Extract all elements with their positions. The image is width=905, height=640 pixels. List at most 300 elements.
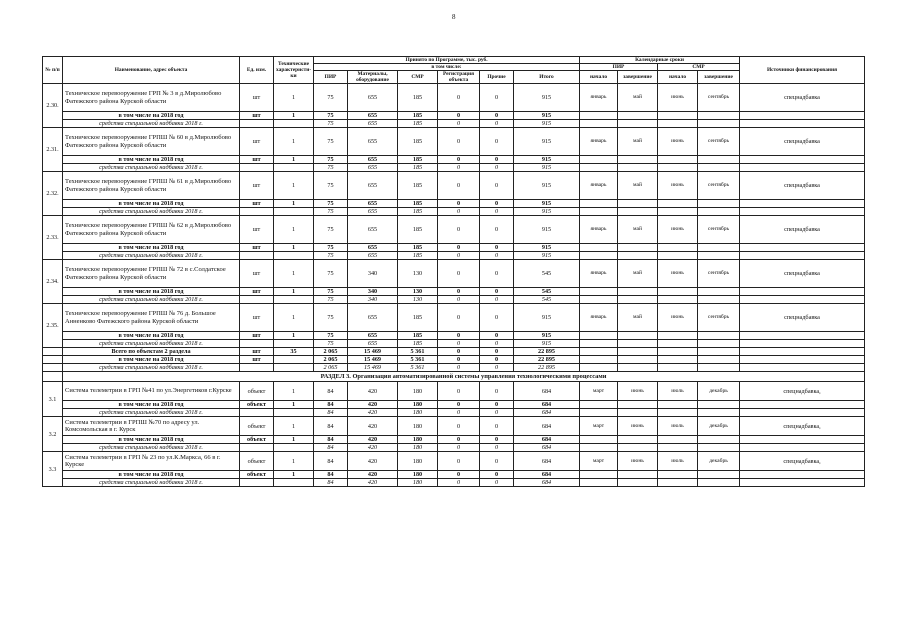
smr-cell: 180 xyxy=(398,401,438,409)
total-cell: 684 xyxy=(514,409,580,417)
other-cell: 0 xyxy=(480,471,514,479)
year-label-cell: в том числе на 2018 год xyxy=(63,200,240,208)
smr-cell: 185 xyxy=(398,252,438,260)
registration-cell: 0 xyxy=(438,296,480,304)
table-row-special xyxy=(43,479,865,487)
empty-cell xyxy=(740,244,865,252)
other-cell: 0 xyxy=(480,128,514,156)
section-total-row xyxy=(43,364,865,372)
total-cell: 684 xyxy=(514,401,580,409)
empty-cell xyxy=(658,208,698,216)
empty-cell xyxy=(740,348,865,356)
empty-cell xyxy=(618,252,658,260)
row-number-cell: 2.34. xyxy=(43,260,63,304)
registration-cell: 0 xyxy=(438,452,480,471)
registration-cell: 0 xyxy=(438,252,480,260)
pir-cell: 84 xyxy=(314,409,348,417)
header-smr-start: начало xyxy=(658,71,698,84)
year-label-cell: в том числе на 2018 год xyxy=(63,156,240,164)
other-cell: 0 xyxy=(480,216,514,244)
empty-cell xyxy=(740,471,865,479)
table-row xyxy=(43,417,865,436)
empty-cell xyxy=(580,348,618,356)
empty-cell xyxy=(240,409,274,417)
empty-cell xyxy=(43,356,63,364)
pir-end-cell: июнь xyxy=(618,417,658,436)
smr-cell: 130 xyxy=(398,260,438,288)
materials-cell: 655 xyxy=(348,172,398,200)
empty-cell xyxy=(618,332,658,340)
qty-cell: 1 xyxy=(274,216,314,244)
materials-cell: 655 xyxy=(348,156,398,164)
empty-cell xyxy=(698,348,740,356)
materials-cell: 420 xyxy=(348,401,398,409)
materials-cell: 655 xyxy=(348,120,398,128)
row-number-cell: 2.32. xyxy=(43,172,63,216)
funding-source-cell: спецнадбавка, xyxy=(740,417,865,436)
other-cell: 0 xyxy=(480,364,514,372)
table-row-year xyxy=(43,244,865,252)
unit-cell: шт xyxy=(240,172,274,200)
empty-cell xyxy=(698,156,740,164)
smr-cell: 185 xyxy=(398,120,438,128)
empty-cell xyxy=(740,208,865,216)
empty-cell xyxy=(658,479,698,487)
object-name-cell: Система телеметрии в ГРП № 23 по ул.К.Маркса, 66 в г. Курске xyxy=(63,452,240,471)
special-label-cell: средства специальной надбавки 2018 г. xyxy=(63,409,240,417)
row-number-cell: 2.30. xyxy=(43,84,63,128)
special-label-cell: средства специальной надбавки 2018 г. xyxy=(63,208,240,216)
empty-cell xyxy=(240,444,274,452)
smr-end-cell: сентябрь xyxy=(698,84,740,112)
section-3-title: РАЗДЕЛ 3. Организация автоматизированной системы управления технологическими процессами xyxy=(63,372,865,382)
smr-cell: 5 361 xyxy=(398,348,438,356)
pir-cell: 75 xyxy=(314,296,348,304)
empty-cell xyxy=(698,332,740,340)
empty-cell xyxy=(698,471,740,479)
smr-cell: 180 xyxy=(398,479,438,487)
empty-cell xyxy=(618,296,658,304)
empty-cell xyxy=(240,208,274,216)
total-cell: 545 xyxy=(514,288,580,296)
funding-source-cell: спецнадбавка, xyxy=(740,452,865,471)
smr-cell: 5 361 xyxy=(398,364,438,372)
other-cell: 0 xyxy=(480,296,514,304)
section-3-heading-row xyxy=(43,372,865,382)
registration-cell: 0 xyxy=(438,120,480,128)
smr-start-cell: июнь xyxy=(658,260,698,288)
other-cell: 0 xyxy=(480,200,514,208)
materials-cell: 655 xyxy=(348,340,398,348)
materials-cell: 15 469 xyxy=(348,356,398,364)
smr-end-cell: сентябрь xyxy=(698,260,740,288)
empty-cell xyxy=(698,244,740,252)
materials-cell: 420 xyxy=(348,471,398,479)
smr-cell: 185 xyxy=(398,208,438,216)
empty-cell xyxy=(240,296,274,304)
materials-cell: 655 xyxy=(348,164,398,172)
qty-cell: 1 xyxy=(274,436,314,444)
smr-start-cell: июнь xyxy=(658,84,698,112)
smr-cell: 185 xyxy=(398,84,438,112)
year-label-cell: в том числе на 2018 год xyxy=(63,401,240,409)
empty-cell xyxy=(698,444,740,452)
total-cell: 915 xyxy=(514,172,580,200)
empty-cell xyxy=(740,332,865,340)
registration-cell: 0 xyxy=(438,208,480,216)
table-row xyxy=(43,84,865,112)
object-name-cell: Техническое перевооружение ГРПШ № 72 в с.Солдатское Фатежского района Курской области xyxy=(63,260,240,288)
pir-end-cell: май xyxy=(618,260,658,288)
smr-start-cell: июль xyxy=(658,417,698,436)
pir-start-cell: март xyxy=(580,417,618,436)
registration-cell: 0 xyxy=(438,340,480,348)
empty-cell xyxy=(658,112,698,120)
header-total: Итого xyxy=(514,71,580,84)
materials-cell: 340 xyxy=(348,296,398,304)
pir-start-cell: январь xyxy=(580,260,618,288)
header-num: № п/п xyxy=(43,57,63,84)
empty-cell xyxy=(274,120,314,128)
registration-cell: 0 xyxy=(438,401,480,409)
pir-end-cell: май xyxy=(618,172,658,200)
empty-cell xyxy=(740,112,865,120)
registration-cell: 0 xyxy=(438,417,480,436)
empty-cell xyxy=(580,296,618,304)
empty-cell xyxy=(658,444,698,452)
registration-cell: 0 xyxy=(438,288,480,296)
object-name-cell: Техническое перевооружение ГРПШ № 62 в д.Миролюбово Фатежского района Курской области xyxy=(63,216,240,244)
empty-cell xyxy=(580,200,618,208)
total-cell: 684 xyxy=(514,471,580,479)
header-source: Источники финансирования xyxy=(740,57,865,84)
unit-cell: шт xyxy=(240,216,274,244)
header-incl: в том числе: xyxy=(314,64,580,71)
table-row-year xyxy=(43,112,865,120)
total-cell: 915 xyxy=(514,84,580,112)
table-row-year xyxy=(43,288,865,296)
header-smr-end: завершение xyxy=(698,71,740,84)
pir-cell: 75 xyxy=(314,252,348,260)
empty-cell xyxy=(698,112,740,120)
unit-cell: шт xyxy=(240,200,274,208)
qty-cell: 1 xyxy=(274,244,314,252)
empty-cell xyxy=(658,156,698,164)
table-row-special xyxy=(43,340,865,348)
empty-cell xyxy=(740,401,865,409)
materials-cell: 655 xyxy=(348,200,398,208)
empty-cell xyxy=(698,401,740,409)
row-number-cell: 3.2 xyxy=(43,417,63,452)
pir-start-cell: март xyxy=(580,452,618,471)
empty-cell xyxy=(274,296,314,304)
registration-cell: 0 xyxy=(438,444,480,452)
total-cell: 915 xyxy=(514,252,580,260)
smr-end-cell: декабрь xyxy=(698,452,740,471)
empty-cell xyxy=(698,340,740,348)
smr-cell: 180 xyxy=(398,382,438,401)
special-label-cell: средства специальной надбавки 2018 г. xyxy=(63,479,240,487)
total-cell: 684 xyxy=(514,479,580,487)
materials-cell: 655 xyxy=(348,208,398,216)
smr-start-cell: июнь xyxy=(658,216,698,244)
unit-cell: объект xyxy=(240,382,274,401)
empty-cell xyxy=(698,208,740,216)
unit-cell: шт xyxy=(240,304,274,332)
pir-cell: 75 xyxy=(314,200,348,208)
empty-cell xyxy=(740,340,865,348)
empty-cell xyxy=(698,436,740,444)
table-row-year xyxy=(43,401,865,409)
total-label-cell: Всего по объектам 2 раздела xyxy=(63,348,240,356)
table-row-special xyxy=(43,296,865,304)
empty-cell xyxy=(240,120,274,128)
registration-cell: 0 xyxy=(438,348,480,356)
pir-cell: 75 xyxy=(314,288,348,296)
funding-source-cell: спецнадбавка xyxy=(740,84,865,112)
materials-cell: 655 xyxy=(348,112,398,120)
total-cell: 915 xyxy=(514,208,580,216)
pir-cell: 84 xyxy=(314,436,348,444)
program-table-sheet xyxy=(42,56,864,487)
empty-cell xyxy=(658,409,698,417)
registration-cell: 0 xyxy=(438,332,480,340)
empty-cell xyxy=(740,364,865,372)
smr-end-cell: декабрь xyxy=(698,382,740,401)
empty-cell xyxy=(740,296,865,304)
empty-cell xyxy=(618,112,658,120)
materials-cell: 15 469 xyxy=(348,364,398,372)
smr-end-cell: сентябрь xyxy=(698,128,740,156)
pir-cell: 75 xyxy=(314,172,348,200)
other-cell: 0 xyxy=(480,332,514,340)
header-pir: ПИР xyxy=(314,71,348,84)
empty-cell xyxy=(274,409,314,417)
qty-cell: 1 xyxy=(274,112,314,120)
pir-cell: 84 xyxy=(314,444,348,452)
empty-cell xyxy=(618,164,658,172)
other-cell: 0 xyxy=(480,382,514,401)
empty-cell xyxy=(658,296,698,304)
empty-cell xyxy=(658,340,698,348)
section-total-row xyxy=(43,356,865,364)
registration-cell: 0 xyxy=(438,244,480,252)
unit-cell: объект xyxy=(240,471,274,479)
empty-cell xyxy=(274,164,314,172)
pir-cell: 84 xyxy=(314,417,348,436)
empty-cell xyxy=(740,164,865,172)
empty-cell xyxy=(618,364,658,372)
unit-cell: шт xyxy=(240,356,274,364)
pir-cell: 84 xyxy=(314,479,348,487)
total-cell: 545 xyxy=(514,260,580,288)
empty-cell xyxy=(618,208,658,216)
pir-end-cell: июнь xyxy=(618,452,658,471)
table-row-year xyxy=(43,471,865,479)
total-cell: 915 xyxy=(514,244,580,252)
smr-cell: 185 xyxy=(398,156,438,164)
registration-cell: 0 xyxy=(438,409,480,417)
empty-cell xyxy=(580,120,618,128)
pir-start-cell: январь xyxy=(580,172,618,200)
empty-cell xyxy=(698,296,740,304)
empty-cell xyxy=(658,401,698,409)
empty-cell xyxy=(658,252,698,260)
total-cell: 22 895 xyxy=(514,348,580,356)
empty-cell xyxy=(240,252,274,260)
empty-cell xyxy=(274,479,314,487)
header-calendar: Календарные сроки xyxy=(580,57,740,64)
empty-cell xyxy=(658,436,698,444)
empty-cell xyxy=(240,479,274,487)
total-cell: 22 895 xyxy=(514,356,580,364)
empty-cell xyxy=(274,252,314,260)
table-row-special xyxy=(43,252,865,260)
pir-cell: 84 xyxy=(314,382,348,401)
qty-cell: 1 xyxy=(274,471,314,479)
header-pir-end: завершение xyxy=(618,71,658,84)
other-cell: 0 xyxy=(480,436,514,444)
other-cell: 0 xyxy=(480,417,514,436)
special-label-cell: средства специальной надбавки 2018 г. xyxy=(63,120,240,128)
other-cell: 0 xyxy=(480,304,514,332)
row-number-cell: 3.3 xyxy=(43,452,63,487)
table-row xyxy=(43,304,865,332)
object-name-cell: Техническое перевооружение ГРП № 3 в д.Миролюбово Фатежского района Курской области xyxy=(63,84,240,112)
funding-source-cell: спецнадбавка xyxy=(740,216,865,244)
registration-cell: 0 xyxy=(438,112,480,120)
funding-source-cell: спецнадбавка xyxy=(740,128,865,156)
other-cell: 0 xyxy=(480,252,514,260)
empty-cell xyxy=(580,364,618,372)
registration-cell: 0 xyxy=(438,128,480,156)
empty-cell xyxy=(618,356,658,364)
table-header xyxy=(43,57,865,84)
smr-cell: 180 xyxy=(398,471,438,479)
unit-cell: шт xyxy=(240,84,274,112)
empty-cell xyxy=(658,120,698,128)
pir-start-cell: январь xyxy=(580,216,618,244)
object-name-cell: Система телеметрии в ГРПШ №70 по адресу ул. Комсомольская в г. Курск xyxy=(63,417,240,436)
total-cell: 545 xyxy=(514,296,580,304)
other-cell: 0 xyxy=(480,340,514,348)
pir-end-cell: июнь xyxy=(618,382,658,401)
other-cell: 0 xyxy=(480,208,514,216)
empty-cell xyxy=(618,479,658,487)
unit-cell: объект xyxy=(240,417,274,436)
pir-cell: 75 xyxy=(314,164,348,172)
smr-cell: 185 xyxy=(398,128,438,156)
unit-cell xyxy=(240,364,274,372)
table-row xyxy=(43,260,865,288)
materials-cell: 655 xyxy=(348,304,398,332)
empty-cell xyxy=(240,340,274,348)
empty-cell xyxy=(618,401,658,409)
materials-cell: 420 xyxy=(348,479,398,487)
pir-cell: 75 xyxy=(314,244,348,252)
unit-cell: объект xyxy=(240,401,274,409)
empty-cell xyxy=(580,288,618,296)
pir-cell: 75 xyxy=(314,156,348,164)
table-row-year xyxy=(43,200,865,208)
funding-source-cell: спецнадбавка xyxy=(740,260,865,288)
qty-cell: 1 xyxy=(274,382,314,401)
smr-cell: 185 xyxy=(398,164,438,172)
materials-cell: 655 xyxy=(348,84,398,112)
row-number-cell: 3.1 xyxy=(43,382,63,417)
empty-cell xyxy=(580,208,618,216)
qty-cell: 1 xyxy=(274,200,314,208)
unit-cell: шт xyxy=(240,288,274,296)
empty-cell xyxy=(658,364,698,372)
qty-cell: 1 xyxy=(274,304,314,332)
materials-cell: 420 xyxy=(348,436,398,444)
empty-cell xyxy=(698,164,740,172)
other-cell: 0 xyxy=(480,444,514,452)
unit-cell: объект xyxy=(240,452,274,471)
section-total-row xyxy=(43,348,865,356)
smr-cell: 180 xyxy=(398,417,438,436)
smr-cell: 180 xyxy=(398,436,438,444)
table-row-special xyxy=(43,208,865,216)
other-cell: 0 xyxy=(480,452,514,471)
smr-cell: 180 xyxy=(398,409,438,417)
header-name: Наименование, адрес объекта xyxy=(63,57,240,84)
pir-cell: 2 065 xyxy=(314,364,348,372)
empty-cell xyxy=(618,120,658,128)
materials-cell: 655 xyxy=(348,332,398,340)
materials-cell: 655 xyxy=(348,244,398,252)
header-funding: Принято по Программе, тыс. руб. xyxy=(314,57,580,64)
empty-cell xyxy=(240,164,274,172)
materials-cell: 655 xyxy=(348,128,398,156)
total-cell: 22 895 xyxy=(514,364,580,372)
table-body xyxy=(43,84,865,487)
pir-cell: 84 xyxy=(314,471,348,479)
smr-cell: 185 xyxy=(398,332,438,340)
empty-cell xyxy=(274,444,314,452)
smr-end-cell: сентябрь xyxy=(698,216,740,244)
empty-cell xyxy=(658,200,698,208)
total-cell: 684 xyxy=(514,444,580,452)
header-pir-start: начало xyxy=(580,71,618,84)
year-label-cell: в том числе на 2018 год xyxy=(63,332,240,340)
pir-cell: 75 xyxy=(314,216,348,244)
other-cell: 0 xyxy=(480,112,514,120)
other-cell: 0 xyxy=(480,120,514,128)
table-row xyxy=(43,128,865,156)
total-cell: 915 xyxy=(514,332,580,340)
empty-cell xyxy=(740,252,865,260)
pir-cell: 84 xyxy=(314,452,348,471)
table-row-year xyxy=(43,332,865,340)
qty-cell: 1 xyxy=(274,332,314,340)
qty-cell: 1 xyxy=(274,417,314,436)
header-tech: Технические характеристи-ки xyxy=(274,57,314,84)
empty-cell xyxy=(618,436,658,444)
table-row-special xyxy=(43,409,865,417)
special-label-cell: средства специальной надбавки 2018 г. xyxy=(63,340,240,348)
registration-cell: 0 xyxy=(438,84,480,112)
empty-cell xyxy=(618,200,658,208)
smr-cell: 5 361 xyxy=(398,356,438,364)
table-row-special xyxy=(43,444,865,452)
year-label-cell: в том числе на 2018 год xyxy=(63,471,240,479)
object-name-cell: Техническое перевооружение ГРПШ № 60 в д.Миролюбово Фатежского района Курской области xyxy=(63,128,240,156)
registration-cell: 0 xyxy=(438,356,480,364)
materials-cell: 655 xyxy=(348,252,398,260)
materials-cell: 15 469 xyxy=(348,348,398,356)
